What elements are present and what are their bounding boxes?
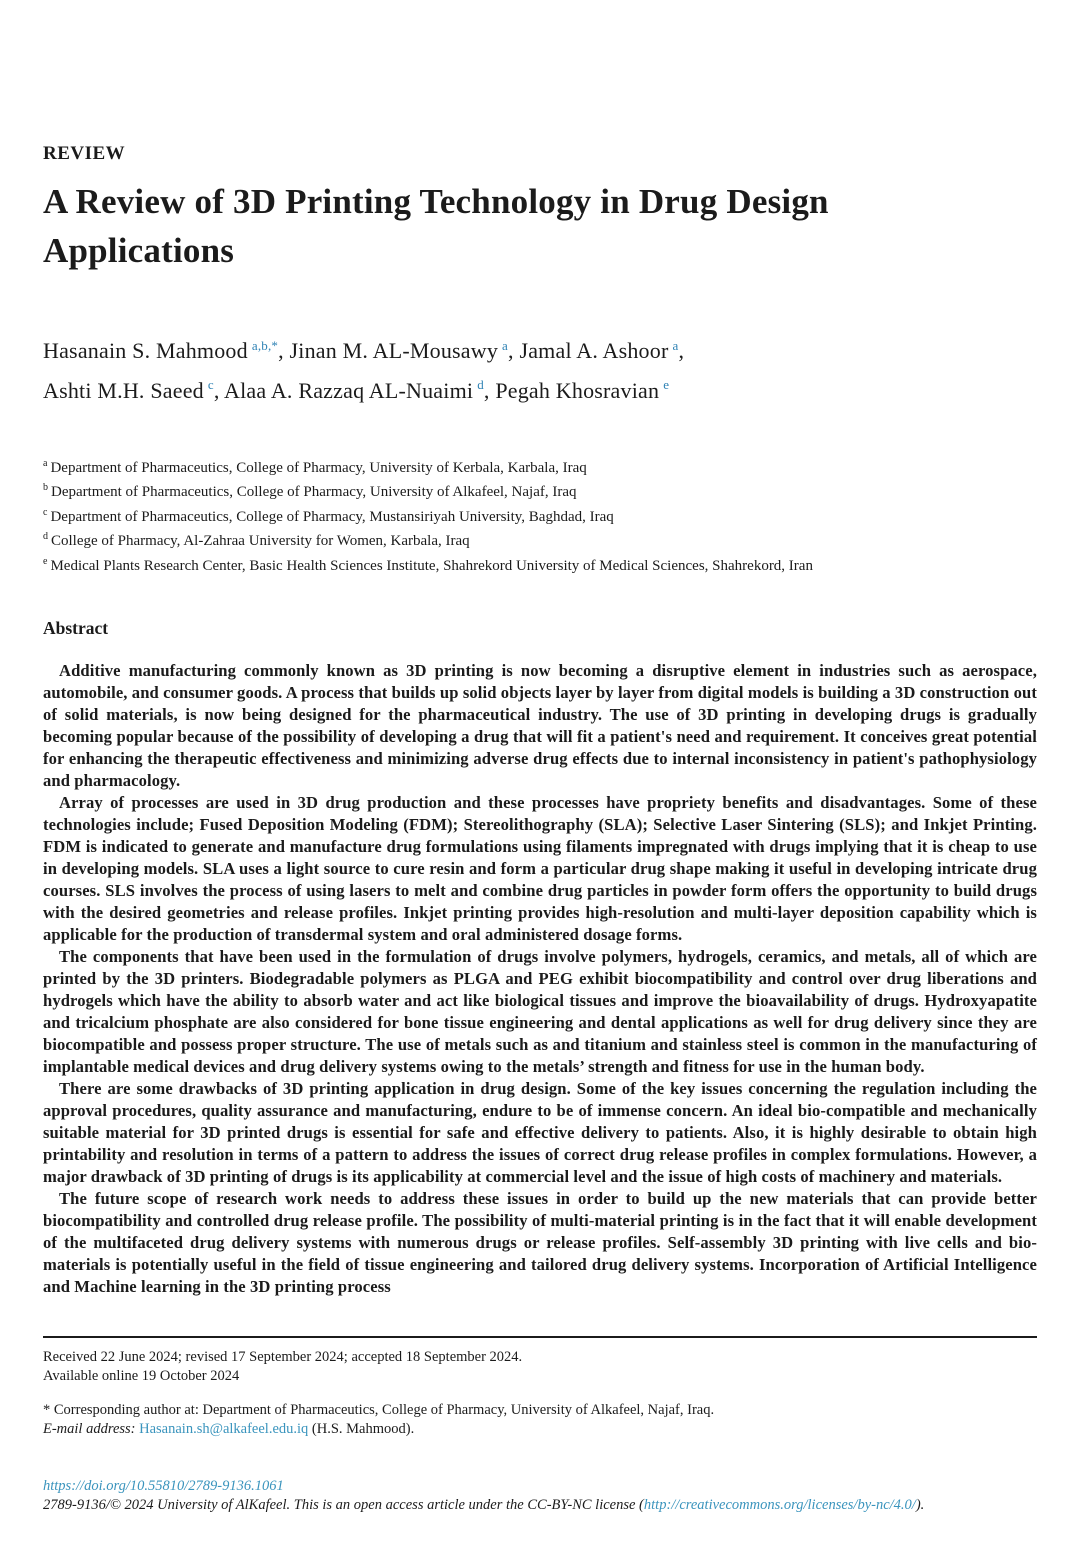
affiliation-text: Department of Pharmaceutics, College of Pharmacy, Mustansiriyah University, Baghdad, Iraq xyxy=(50,508,614,525)
author-affiliation-sup: a,b,* xyxy=(251,338,279,353)
author xyxy=(43,338,290,363)
author-affiliation-sup: c xyxy=(207,377,214,393)
author-name: Jinan M. AL-Mousawy xyxy=(289,338,499,364)
abstract-paragraph: The future scope of research work needs to address these issues in order to build up the new materials that can provide better biocompatibility and controlled drug release profile. The possibility of multi-material printing is in the fact that it will enable development of the multifaceted drug delivery systems with numerous drugs or release profiles. Self-assembly 3D printing with live cells and bio-materials is potentially useful in the field of tissue engineering and tailored drug delivery systems. Incorporation of Artificial Intelligence and Machine learning in the 3D printing process xyxy=(43,1189,1037,1297)
abstract-paragraph: The components that have been used in the formulation of drugs involve polymers, hydrogels, ceramics, and metals, all of which are printed by the 3D printers. Biodegradable polymers as PLGA and PEG exhibit biocompatibility and control over drug liberations and hydrogels which have the ability to absorb water and act like biological tissues and improve the bioavailability of drugs. Hydroxyapatite and tricalcium phosphate are also considered for bone tissue engineering and dental applications as well for drug delivery since they are biocompatible and possess proper structure. The use of metals such as and titanium and stainless steel is common in the manufacturing of implantable medical devices and drug delivery systems owing to the metals’ strength and fitness for use in the human body. xyxy=(43,947,1037,1077)
author-separator: , xyxy=(213,377,225,403)
email-label: E-mail address: xyxy=(43,1421,136,1437)
author xyxy=(290,338,520,363)
license-link[interactable]: http://creativecommons.org/licenses/by-nc/4.0/ xyxy=(643,1497,916,1513)
affiliation-list xyxy=(43,454,1037,577)
email-link[interactable]: Hasanain.sh@alkafeel.edu.iq xyxy=(139,1421,309,1437)
author-name: Ashti M.H. Saeed xyxy=(43,377,204,403)
affiliation-item xyxy=(43,503,1037,528)
article-type-label: REVIEW xyxy=(43,143,126,164)
author-separator: , xyxy=(678,338,685,364)
author-separator: , xyxy=(483,377,496,403)
email-suffix: (H.S. Mahmood). xyxy=(308,1421,415,1437)
footnote-divider xyxy=(43,1336,1037,1338)
doi-copyright-block xyxy=(43,1477,1037,1515)
author-affiliation-sup: e xyxy=(663,377,670,393)
author-separator: , xyxy=(508,338,520,364)
author-name: Alaa A. Razzaq AL-Nuaimi xyxy=(224,377,474,403)
correspondence-note xyxy=(43,1401,1037,1439)
affiliation-item xyxy=(43,552,1037,577)
author-affiliation-sup: a xyxy=(672,338,679,353)
doi-link[interactable]: https://doi.org/10.55810/2789-9136.1061 xyxy=(43,1478,284,1494)
affiliation-sup: e xyxy=(43,555,48,567)
author xyxy=(519,338,684,363)
article-history xyxy=(43,1348,1037,1386)
affiliation-sup: b xyxy=(43,482,48,494)
doi-line xyxy=(43,1477,1037,1496)
author-name: Jamal A. Ashoor xyxy=(519,338,669,364)
article-title: A Review of 3D Printing Technology in Drug Design Applications xyxy=(43,182,829,270)
affiliation-item xyxy=(43,454,1037,479)
affiliation-text: Medical Plants Research Center, Basic Health Sciences Institute, Shahrekord University of Medical Sciences, Shahrekord, Iran xyxy=(50,557,813,574)
author-affiliation-sup: d xyxy=(477,377,484,393)
author xyxy=(495,378,669,403)
author-list xyxy=(43,329,1037,408)
author-affiliation-sup: a xyxy=(502,338,509,353)
affiliation-text: Department of Pharmaceutics, College of Pharmacy, University of Kerbala, Karbala, Iraq xyxy=(50,459,587,476)
abstract-paragraph: Additive manufacturing commonly known as 3D printing is now becoming a disruptive element in industries such as aerospace, automobile, and consumer goods. A process that builds up solid objects layer by layer from digital models is building a 3D construction out of solid materials, is now being designed for the pharmaceutical industry. The use of 3D printing in developing drugs is gradually becoming popular because of the possibility of developing a drug that will fit a patient's need and requirement. It conceives great potential for enhancing the therapeutic effectiveness and minimizing adverse drug effects due to internal inconsistency in patient's pathophysiology and pharmacology. xyxy=(43,661,1037,791)
received-dates: Received 22 June 2024; revised 17 September 2024; accepted 18 September 2024. xyxy=(43,1349,523,1365)
author xyxy=(224,378,495,403)
corresponding-author-note: * Corresponding author at: Department of Pharmaceutics, College of Pharmacy, University of Alkafeel, Najaf, Iraq. xyxy=(43,1402,715,1418)
available-online: Available online 19 October 2024 xyxy=(43,1368,240,1384)
abstract-paragraph: Array of processes are used in 3D drug production and these processes have propriety benefits and disadvantages. Some of these technologies include; Fused Deposition Modeling (FDM); Stereolithography (SLA); Selective Laser Sintering (SLS); and Inkjet Printing. FDM is indicated to generate and manufacture drug formulations using filaments impregnated with drugs implying that it is cheap to use in developing models. SLA uses a light source to cure resin and form a particular drug shape making it useful in developing intricate drug courses. SLS involves the process of using lasers to melt and combine drug particles in powder form offers the opportunity to build drugs with the desired geometries and release profiles. Inkjet printing provides high-resolution and multi-layer deposition capability which is applicable for the production of transdermal system and oral administered dosage forms. xyxy=(43,793,1037,945)
email-line xyxy=(43,1420,1037,1439)
copyright-text: 2789-9136/© 2024 University of AlKafeel. This is an open access article under the CC-BY-NC license ( xyxy=(43,1497,644,1513)
affiliation-sup: d xyxy=(43,531,48,543)
author-name: Pegah Khosravian xyxy=(495,377,660,403)
affiliation-sup: c xyxy=(43,506,48,518)
copyright-suffix: ). xyxy=(915,1497,925,1513)
copyright-line xyxy=(43,1496,1037,1515)
affiliation-text: Department of Pharmaceutics, College of Pharmacy, University of Alkafeel, Najaf, Iraq xyxy=(51,484,577,501)
author-separator: , xyxy=(278,338,290,364)
abstract-body xyxy=(43,660,1037,1298)
affiliation-item xyxy=(43,478,1037,503)
author-name: Hasanain S. Mahmood xyxy=(43,338,248,364)
abstract-heading: Abstract xyxy=(43,618,109,639)
affiliation-sup: a xyxy=(43,457,48,469)
abstract-paragraph: There are some drawbacks of 3D printing application in drug design. Some of the key issues concerning the regulation including the approval procedures, quality assurance and manufacturing, endure to be of immense concern. An ideal bio-compatible and mechanically suitable material for 3D printed drugs is essential for safe and effective delivery to patients. Also, it is highly desirable to obtain high printability and resolution in terms of a pattern to address the issues of correct drug release profiles in complex formulations. However, a major drawback of 3D printing of drugs is its applicability at commercial level and the issue of high costs of machinery and materials. xyxy=(43,1079,1037,1187)
author xyxy=(43,378,224,403)
footnote-area xyxy=(43,1336,1037,1439)
affiliation-item xyxy=(43,527,1037,552)
affiliation-text: College of Pharmacy, Al-Zahraa University for Women, Karbala, Iraq xyxy=(51,533,470,550)
